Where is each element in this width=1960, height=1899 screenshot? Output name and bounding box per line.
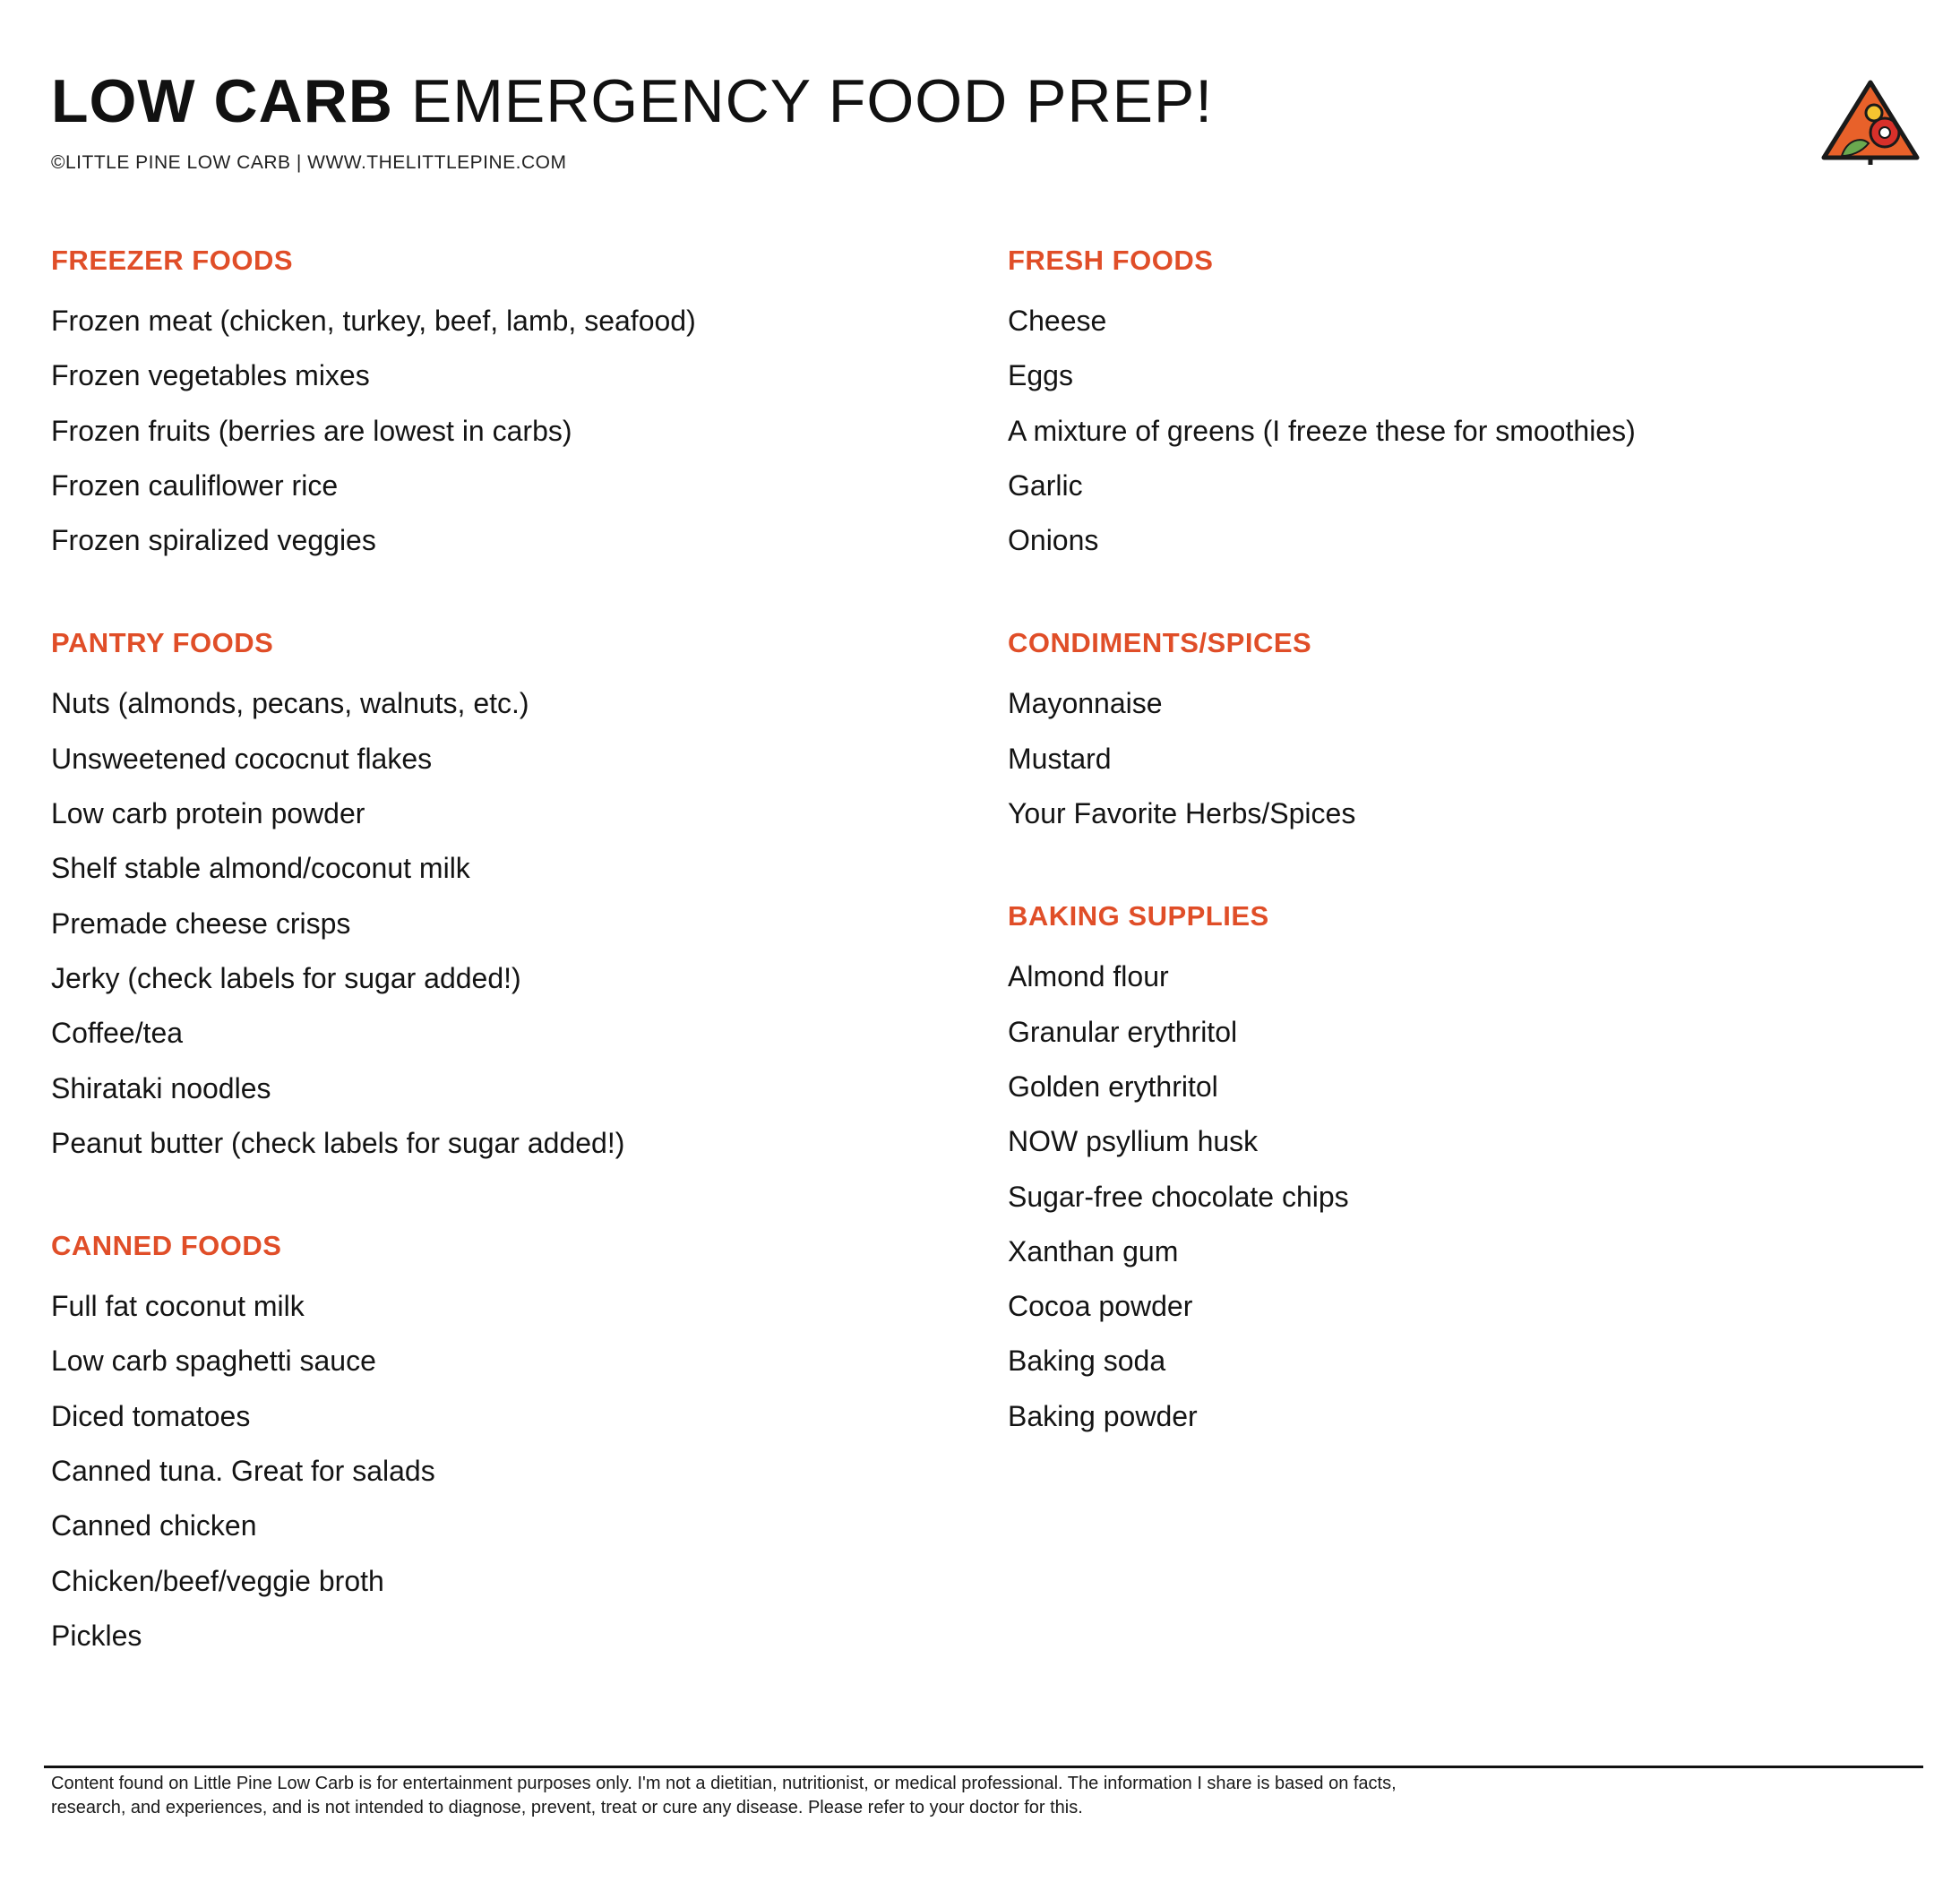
list-item: Frozen meat (chicken, turkey, beef, lamb, seafood): [51, 305, 696, 337]
item-list-baking: [1008, 950, 1904, 1444]
section-heading-condiments: CONDIMENTS/SPICES: [1008, 627, 1312, 659]
list-item: Golden erythritol: [1008, 1070, 1218, 1103]
list-item: Canned tuna. Great for salads: [51, 1455, 435, 1488]
list-item: Garlic: [1008, 468, 1083, 502]
section-pantry: [51, 623, 947, 1171]
section-freezer: [51, 240, 947, 568]
list-item: Peanut butter (check labels for sugar added!): [51, 1126, 625, 1159]
list-item: Frozen spiralized veggies: [51, 524, 376, 557]
item-list-fresh: [1008, 294, 1904, 568]
list-item: Almond flour: [1008, 960, 1169, 993]
item-list-pantry: [51, 676, 947, 1171]
section-heading-baking: BAKING SUPPLIES: [1008, 900, 1269, 932]
disclaimer-line-2: research, and experiences, and is not intended to diagnose, prevent, treat or cure any disease. Please refer to your doctor for this.: [51, 1798, 1083, 1817]
list-item: Pickles: [51, 1619, 142, 1652]
section-heading-freezer: FREEZER FOODS: [51, 245, 294, 276]
copyright-subtitle: ©LITTLE PINE LOW CARB | WWW.THELITTLEPINE.COM: [51, 152, 567, 173]
disclaimer-footer: [51, 1772, 1753, 1820]
list-item: Shirataki noodles: [51, 1071, 271, 1104]
list-item: Canned chicken: [51, 1509, 257, 1542]
section-condiments: [1008, 623, 1904, 841]
page-title-rest: EMERGENCY FOOD PREP!: [410, 67, 1214, 135]
list-item: A mixture of greens (I freeze these for smoothies): [1008, 414, 1636, 447]
list-item: Baking soda: [1008, 1345, 1166, 1378]
section-fresh: [1008, 240, 1904, 568]
page-title-bold: LOW CARB: [51, 67, 393, 135]
item-list-freezer: [51, 294, 947, 568]
list-item: Unsweetened cococnut flakes: [51, 742, 433, 775]
page-header: [51, 63, 1753, 176]
page-title: [51, 63, 1753, 140]
list-item: Your Favorite Herbs/Spices: [1008, 797, 1356, 830]
left-column: [51, 240, 947, 1718]
list-item: Onions: [1008, 524, 1099, 557]
list-item: Jerky (check labels for sugar added!): [51, 961, 521, 994]
list-item: Sugar-free chocolate chips: [1008, 1180, 1349, 1213]
section-canned: [51, 1225, 947, 1663]
list-item: Eggs: [1008, 359, 1073, 392]
list-item: Xanthan gum: [1008, 1234, 1179, 1267]
list-item: Nuts (almonds, pecans, walnuts, etc.): [51, 687, 529, 720]
list-item: Full fat coconut milk: [51, 1290, 305, 1323]
section-baking: [1008, 896, 1904, 1444]
section-heading-pantry: PANTRY FOODS: [51, 627, 274, 659]
list-item: Cheese: [1008, 305, 1107, 337]
list-item: Coffee/tea: [51, 1017, 184, 1050]
list-item: Baking powder: [1008, 1399, 1198, 1432]
list-item: Granular erythritol: [1008, 1015, 1238, 1048]
section-heading-canned: CANNED FOODS: [51, 1230, 282, 1262]
list-item: Shelf stable almond/coconut milk: [51, 852, 470, 885]
right-column: [1008, 240, 1904, 1499]
list-item: Diced tomatoes: [51, 1399, 251, 1432]
list-item: Mustard: [1008, 742, 1112, 775]
section-heading-fresh: FRESH FOODS: [1008, 245, 1214, 276]
footer-divider: [44, 1766, 1923, 1768]
list-item: Low carb spaghetti sauce: [51, 1345, 376, 1378]
list-item: Mayonnaise: [1008, 687, 1163, 720]
disclaimer-line-1: Content found on Little Pine Low Carb is for entertainment purposes only. I'm not a dietitian, nutritionist, or medical professional. The information I share is based on facts,: [51, 1774, 1397, 1793]
list-item: Frozen vegetables mixes: [51, 359, 370, 392]
list-item: Frozen cauliflower rice: [51, 468, 339, 502]
list-item: Premade cheese crisps: [51, 907, 351, 940]
item-list-canned: [51, 1279, 947, 1663]
list-item: Chicken/beef/veggie broth: [51, 1564, 384, 1597]
item-list-condiments: [1008, 676, 1904, 841]
pine-tree-veggie-logo-icon: [1820, 79, 1921, 165]
list-item: NOW psyllium husk: [1008, 1125, 1259, 1158]
list-item: Cocoa powder: [1008, 1290, 1193, 1323]
list-item: Frozen fruits (berries are lowest in carbs): [51, 414, 572, 447]
list-item: Low carb protein powder: [51, 797, 365, 830]
